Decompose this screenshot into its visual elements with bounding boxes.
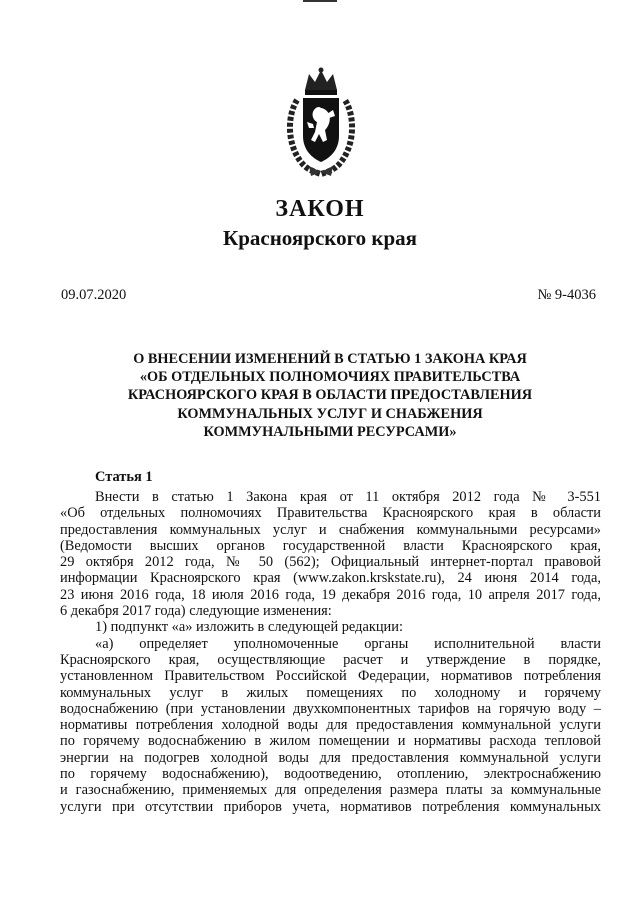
article-body: [60, 469, 601, 815]
article-text-line: Красноярского края, осуществляющие расчет и утверждение в порядке,: [60, 651, 601, 668]
document-subtitle: Красноярского края: [222, 226, 417, 250]
law-name: [60, 350, 600, 441]
article-text-line: 1) подпункт «а» изложить в следующей редакции:: [95, 619, 403, 636]
article-text-line: (Ведомости высших органов государственной власти Красноярского края,: [60, 537, 601, 554]
article-text-line: услуги при отсутствии приборов учета, нормативов потребления коммунальных: [60, 798, 601, 815]
page-top-mark: [303, 0, 337, 2]
article-text-line: 29 октября 2012 года, № 50 (562); Официальный интернет-портал правовой: [60, 554, 601, 571]
article-text-line: по горячему водоснабжению), водоотведению, отоплению, электроснабжению: [60, 766, 601, 783]
law-name-line: О ВНЕСЕНИИ ИЗМЕНЕНИЙ В СТАТЬЮ 1 ЗАКОНА КРАЯ: [133, 351, 527, 367]
article-text-line: по горячему водоснабжению в жилом помещении и нормативы расхода тепловой: [60, 733, 601, 750]
document-date: 09.07.2020: [61, 287, 127, 303]
law-name-line: КОММУНАЛЬНЫМИ РЕСУРСАМИ»: [203, 423, 457, 440]
document-number: № 9-4036: [537, 287, 596, 303]
krasnoyarsk-coat-of-arms-icon: [283, 66, 359, 178]
article-heading: Статья 1: [95, 469, 153, 485]
article-text-line: «а) определяет уполномоченные органы исполнительной власти: [95, 635, 601, 652]
article-text-line: нормативы потребления холодной воды для предоставления коммунальной услуги: [60, 717, 601, 734]
document-title: ЗАКОН: [275, 196, 365, 222]
article-text-line: коммунальных услуг в жилых помещениях по холодному и горячему: [60, 684, 601, 701]
law-name-line: «ОБ ОТДЕЛЬНЫХ ПОЛНОМОЧИЯХ ПРАВИТЕЛЬСТВА: [139, 369, 521, 386]
article-text-line: информации Красноярского края (www.zakon.krskstate.ru), 24 июня 2014 года,: [60, 570, 601, 587]
article-text-line: 23 июня 2016 года, 18 июля 2016 года, 19 декабря 2016 года, 10 апреля 2017 года,: [60, 586, 601, 603]
article-text-line: и газоснабжению, применяемых для определения размера платы за коммунальные: [60, 782, 601, 799]
article-text-line: «Об отдельных полномочиях Правительства Красноярского края в области: [60, 505, 601, 522]
article-text-line: установленном Правительством Российской Федерации, нормативов потребления: [60, 668, 601, 685]
article-text-line: 6 декабря 2017 года) следующие изменения:: [60, 603, 332, 620]
article-text-line: предоставления коммунальных услуг и снабжения коммунальными ресурсами»: [60, 521, 601, 538]
law-name-line: КОММУНАЛЬНЫХ УСЛУГ И СНАБЖЕНИЯ: [177, 405, 483, 422]
article-text-line: энергии на подогрев холодной воды для предоставления коммунальной услуги: [60, 749, 601, 766]
article-text-line: Внести в статью 1 Закона края от 11 октября 2012 года № 3-551: [95, 489, 601, 505]
law-name-line: КРАСНОЯРСКОГО КРАЯ В ОБЛАСТИ ПРЕДОСТАВЛЕНИЯ: [127, 387, 533, 404]
article-text-line: водоснабжению (при установлении двухкомпонентных тарифов на горячую воду –: [60, 700, 601, 717]
